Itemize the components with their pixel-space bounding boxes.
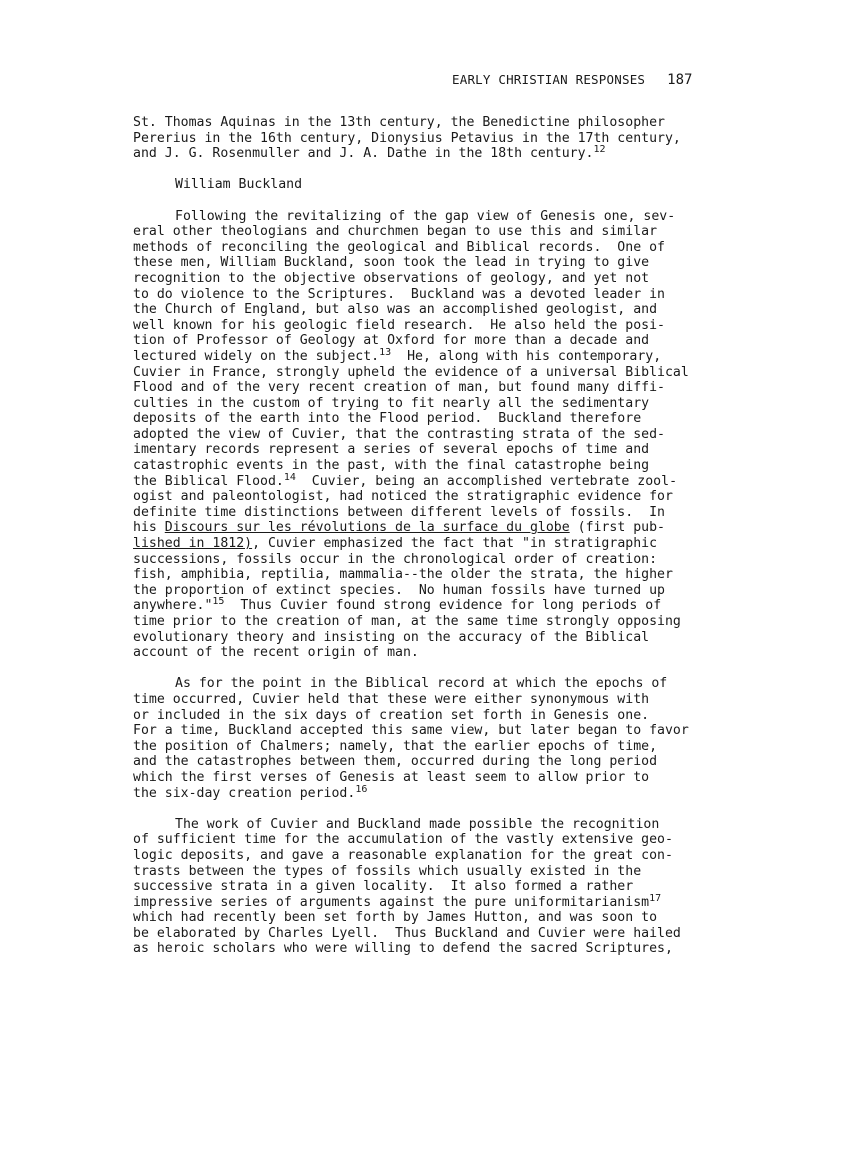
text-line: catastrophic events in the past, with the final catastrophe being <box>133 458 650 474</box>
text-line: fish, amphibia, reptilia, mammalia--the older the strata, the higher <box>133 567 673 583</box>
paragraph-cuvier-buckland <box>133 817 733 957</box>
text-line: tion of Professor of Geology at Oxford for more than a decade and <box>133 333 650 349</box>
text-line: the Church of England, but also was an accomplished geologist, and <box>133 302 658 318</box>
text-line: time prior to the creation of man, at the same time strongly opposing <box>133 614 681 629</box>
text-line: anywhere."$^{15}$ Thus Cuvier found strong evidence for long periods of <box>133 596 662 614</box>
text-line: deposits of the earth into the Flood period. Buckland therefore <box>133 411 642 427</box>
text-line: as heroic scholars who were willing to defend the sacred Scriptures, <box>133 941 673 957</box>
text-line: well known for his geologic field research. He also held the posi- <box>133 317 665 333</box>
text-line: impressive series of arguments against the pure uniformitarianism$^{17}$ <box>133 892 662 910</box>
text-line: definite time distinctions between different levels of fossils. In <box>133 504 665 520</box>
text-line: the six-day creation period.$^{16}$ <box>133 783 368 801</box>
footnote-ref: 15 <box>212 596 225 608</box>
paragraph-intro <box>133 115 733 162</box>
text-line: eral other theologians and churchmen began to use this and similar <box>133 224 658 240</box>
footnote-ref: 12 <box>593 144 606 156</box>
text-line: imentary records represent a series of several epochs of time and <box>133 442 650 458</box>
text-line: or included in the six days of creation set forth in Genesis one. <box>133 707 650 723</box>
text-line: which had recently been set forth by James Hutton, and was soon to <box>133 910 658 926</box>
text-line: As for the point in the Biblical record at which the epochs of <box>175 676 668 692</box>
running-title: EARLY CHRISTIAN RESPONSES <box>452 72 646 87</box>
text-line: these men, William Buckland, soon took the lead in trying to give <box>133 255 650 271</box>
text-line: which the first verses of Genesis at least seem to allow prior to <box>133 769 650 785</box>
footnote-ref: 14 <box>283 471 296 483</box>
text-line: adopted the view of Cuvier, that the contrasting strata of the sed- <box>133 426 665 442</box>
text-line: Cuvier in France, strongly upheld the evidence of a universal Biblical <box>133 364 689 380</box>
text-line: be elaborated by Charles Lyell. Thus Buckland and Cuvier were hailed <box>133 925 681 941</box>
page-body <box>133 115 733 957</box>
text-line: For a time, Buckland accepted this same view, but later began to favor <box>133 723 689 739</box>
text-line: his Discours sur les révolutions de la surface du globe (first pub- <box>133 520 665 536</box>
text-line: time occurred, Cuvier held that these were either synonymous with <box>133 691 650 707</box>
text-line: ogist and paleontologist, had noticed the stratigraphic evidence for <box>133 489 673 505</box>
text-line: Following the revitalizing of the gap view of Genesis one, sev- <box>175 208 676 224</box>
section-heading: William Buckland <box>175 177 303 193</box>
footnote-ref: 17 <box>649 892 662 904</box>
book-title: Discours sur les révolutions de la surface du globe <box>164 520 570 536</box>
text-line: and J. G. Rosenmuller and J. A. Dathe in the 18th century.$^{12}$ <box>133 144 606 162</box>
text-line: the proportion of extinct species. No human fossils have turned up <box>133 582 665 598</box>
text-line: the Biblical Flood.$^{14}$ Cuvier, being an accomplished vertebrate zool- <box>133 471 678 489</box>
text-line: and the catastrophes between them, occurred during the long period <box>133 754 658 770</box>
text-line: St. Thomas Aquinas in the 13th century, the Benedictine philosopher <box>133 115 665 130</box>
text-line: lectured widely on the subject.$^{13}$ He, along with his contemporary, <box>133 346 662 364</box>
paragraph-epochs <box>133 676 733 801</box>
text-line: The work of Cuvier and Buckland made possible the recognition <box>175 816 660 832</box>
text-line: of sufficient time for the accumulation of the vastly extensive geo- <box>133 832 673 848</box>
running-header <box>452 72 692 88</box>
text-line: evolutionary theory and insisting on the accuracy of the Biblical <box>133 629 650 645</box>
text-line: to do violence to the Scriptures. Buckland was a devoted leader in <box>133 286 665 302</box>
footnote-ref: 16 <box>355 783 368 795</box>
text-line: successive strata in a given locality. It also formed a rather <box>133 879 634 895</box>
text-line: trasts between the types of fossils which usually existed in the <box>133 863 642 879</box>
text-line: methods of reconciling the geological and Biblical records. One of <box>133 239 665 255</box>
text-line: logic deposits, and gave a reasonable explanation for the great con- <box>133 847 673 863</box>
text-line: lished in 1812), Cuvier emphasized the fact that "in stratigraphic <box>133 536 658 552</box>
text-line: successions, fossils occur in the chronological order of creation: <box>133 551 658 567</box>
paragraph-buckland <box>133 209 733 661</box>
page-number: 187 <box>667 72 693 88</box>
text-line: Flood and of the very recent creation of man, but found many diffi- <box>133 380 665 396</box>
text-line: recognition to the objective observations of geology, and yet not <box>133 270 650 286</box>
text-line: the position of Chalmers; namely, that the earlier epochs of time, <box>133 738 658 754</box>
footnote-ref: 13 <box>379 346 392 358</box>
text-line: culties in the custom of trying to fit nearly all the sedimentary <box>133 395 650 411</box>
text-line: account of the recent origin of man. <box>133 645 419 661</box>
text-line: Pererius in the 16th century, Dionysius Petavius in the 17th century, <box>133 130 681 146</box>
